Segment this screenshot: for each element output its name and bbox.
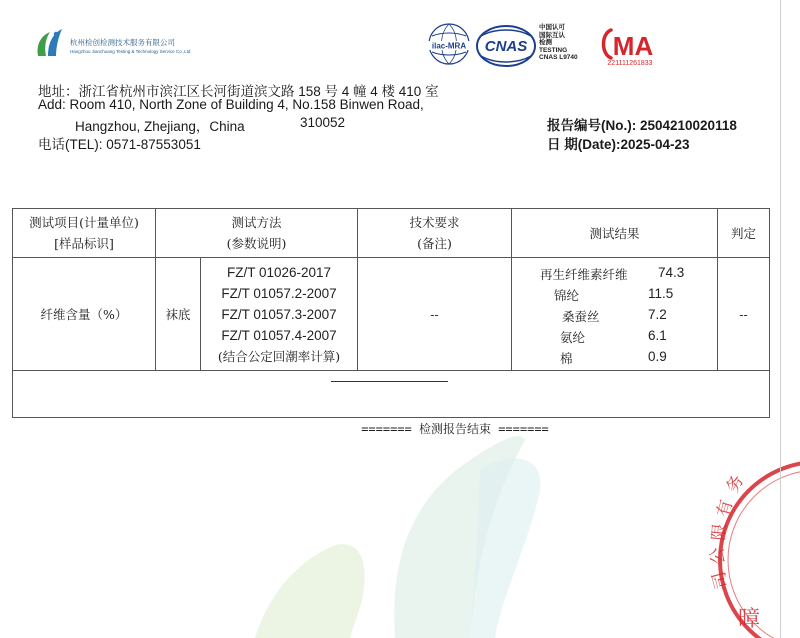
address-cn: 地址：浙江省杭州市滨江区长河街道滨文路 158 号 4 幢 4 楼 410 室 [38,84,439,99]
result-item [512,265,717,286]
result-item [512,328,717,349]
report-end-line [0,420,800,437]
method-item: FZ/T 01057.2-2007 [221,285,337,301]
header-test-method [156,209,358,258]
company-seal-icon [690,440,800,638]
cnas-logo-icon [475,24,537,68]
cnas-text-line: 国际互认 [539,31,565,39]
address-en-line2: Hangzhou, Zhejiang，China [75,119,245,134]
method-item: FZ/T 01026-2017 [226,264,332,280]
address-en-line1: Add: Room 410, North Zone of Building 4, No.158 Binwen Road, [38,97,424,112]
report-end-text: ======= 检测报告结束 ======= [361,422,549,436]
header-text: 测试项目(计量单位) [29,215,139,230]
result-cell [512,258,718,371]
header-requirement [358,209,512,258]
requirement-cell: -- [358,258,512,371]
postcode: 310052 [300,115,346,130]
fiber-name: 锦纶 [554,288,580,303]
result-item [512,307,717,328]
ma-label: MA [612,31,654,61]
page-edge [780,0,781,638]
cnas-description [539,24,578,62]
result-item [512,349,717,370]
ma-number: 221111261833 [607,60,653,67]
company-logo-icon [34,26,64,60]
seal-char: 限 [709,522,731,542]
fiber-value: 0.9 [648,349,667,364]
report-date: 日 期(Date):2025-04-23 [547,137,690,152]
cnas-text-line: CNAS L9740 [539,54,578,62]
seal-char: 有 [713,497,738,520]
divider-line [331,381,448,382]
table-header-row [13,209,770,258]
fiber-value: 7.2 [648,307,667,322]
fiber-value: 11.5 [648,286,674,301]
fiber-name: 桑蚕丝 [562,309,600,324]
fiber-name: 氨纶 [560,330,586,345]
header-text: 技术要求 [409,215,460,230]
test-item-cell: 纤维含量（%） [13,258,156,371]
fiber-value: 6.1 [648,328,667,343]
result-item [512,286,717,307]
method-item: FZ/T 01057.3-2007 [221,306,337,322]
method-item: FZ/T 01057.4-2007 [221,327,337,343]
method-cell [156,258,358,371]
cnas-text-line: 检测 [539,39,552,47]
fiber-value: 74.3 [658,265,685,280]
ilac-mra-logo-icon [424,22,474,70]
ilac-label: ilac-MRA [431,41,467,51]
results-table [12,208,770,418]
cnas-text-line: 中国认可 [539,24,565,31]
header-judgement: 判定 [718,209,770,258]
company-name-cn: 杭州检创检测技术服务有限公司 [70,38,175,47]
method-note: (结合公定回潮率计算) [217,348,341,364]
seal-partial-char: 暲 [738,607,761,632]
fiber-name: 棉 [560,351,573,366]
table-empty-row [13,371,770,418]
header-test-item [13,209,156,258]
table-row [13,258,770,371]
seal-char: 务 [722,471,749,497]
cnas-label: CNAS [484,38,528,55]
header-text: [样品标识] [54,236,114,251]
judgement-cell: -- [718,258,770,371]
header-text: (参数说明) [226,236,287,251]
cnas-text-line: TESTING [539,46,568,54]
header-text: (备注) [417,236,452,251]
header-text: 测试方法 [231,215,282,230]
method-list [201,258,357,370]
report-number: 报告编号(No.): 2504210020118 [547,118,737,133]
company-name-en: Hangzhou Jianchuang Testing & Technology Service Co.,Ltd [70,49,191,54]
seal-char: 公 [707,546,729,566]
sample-label: 袜底 [156,258,201,370]
seal-char: 司 [709,569,733,591]
header-result: 测试结果 [512,209,718,258]
fiber-name: 再生纤维素纤维 [540,267,628,282]
telephone: 电话(TEL): 0571-87553051 [38,137,201,152]
result-list [512,261,717,367]
empty-cell [13,371,770,418]
